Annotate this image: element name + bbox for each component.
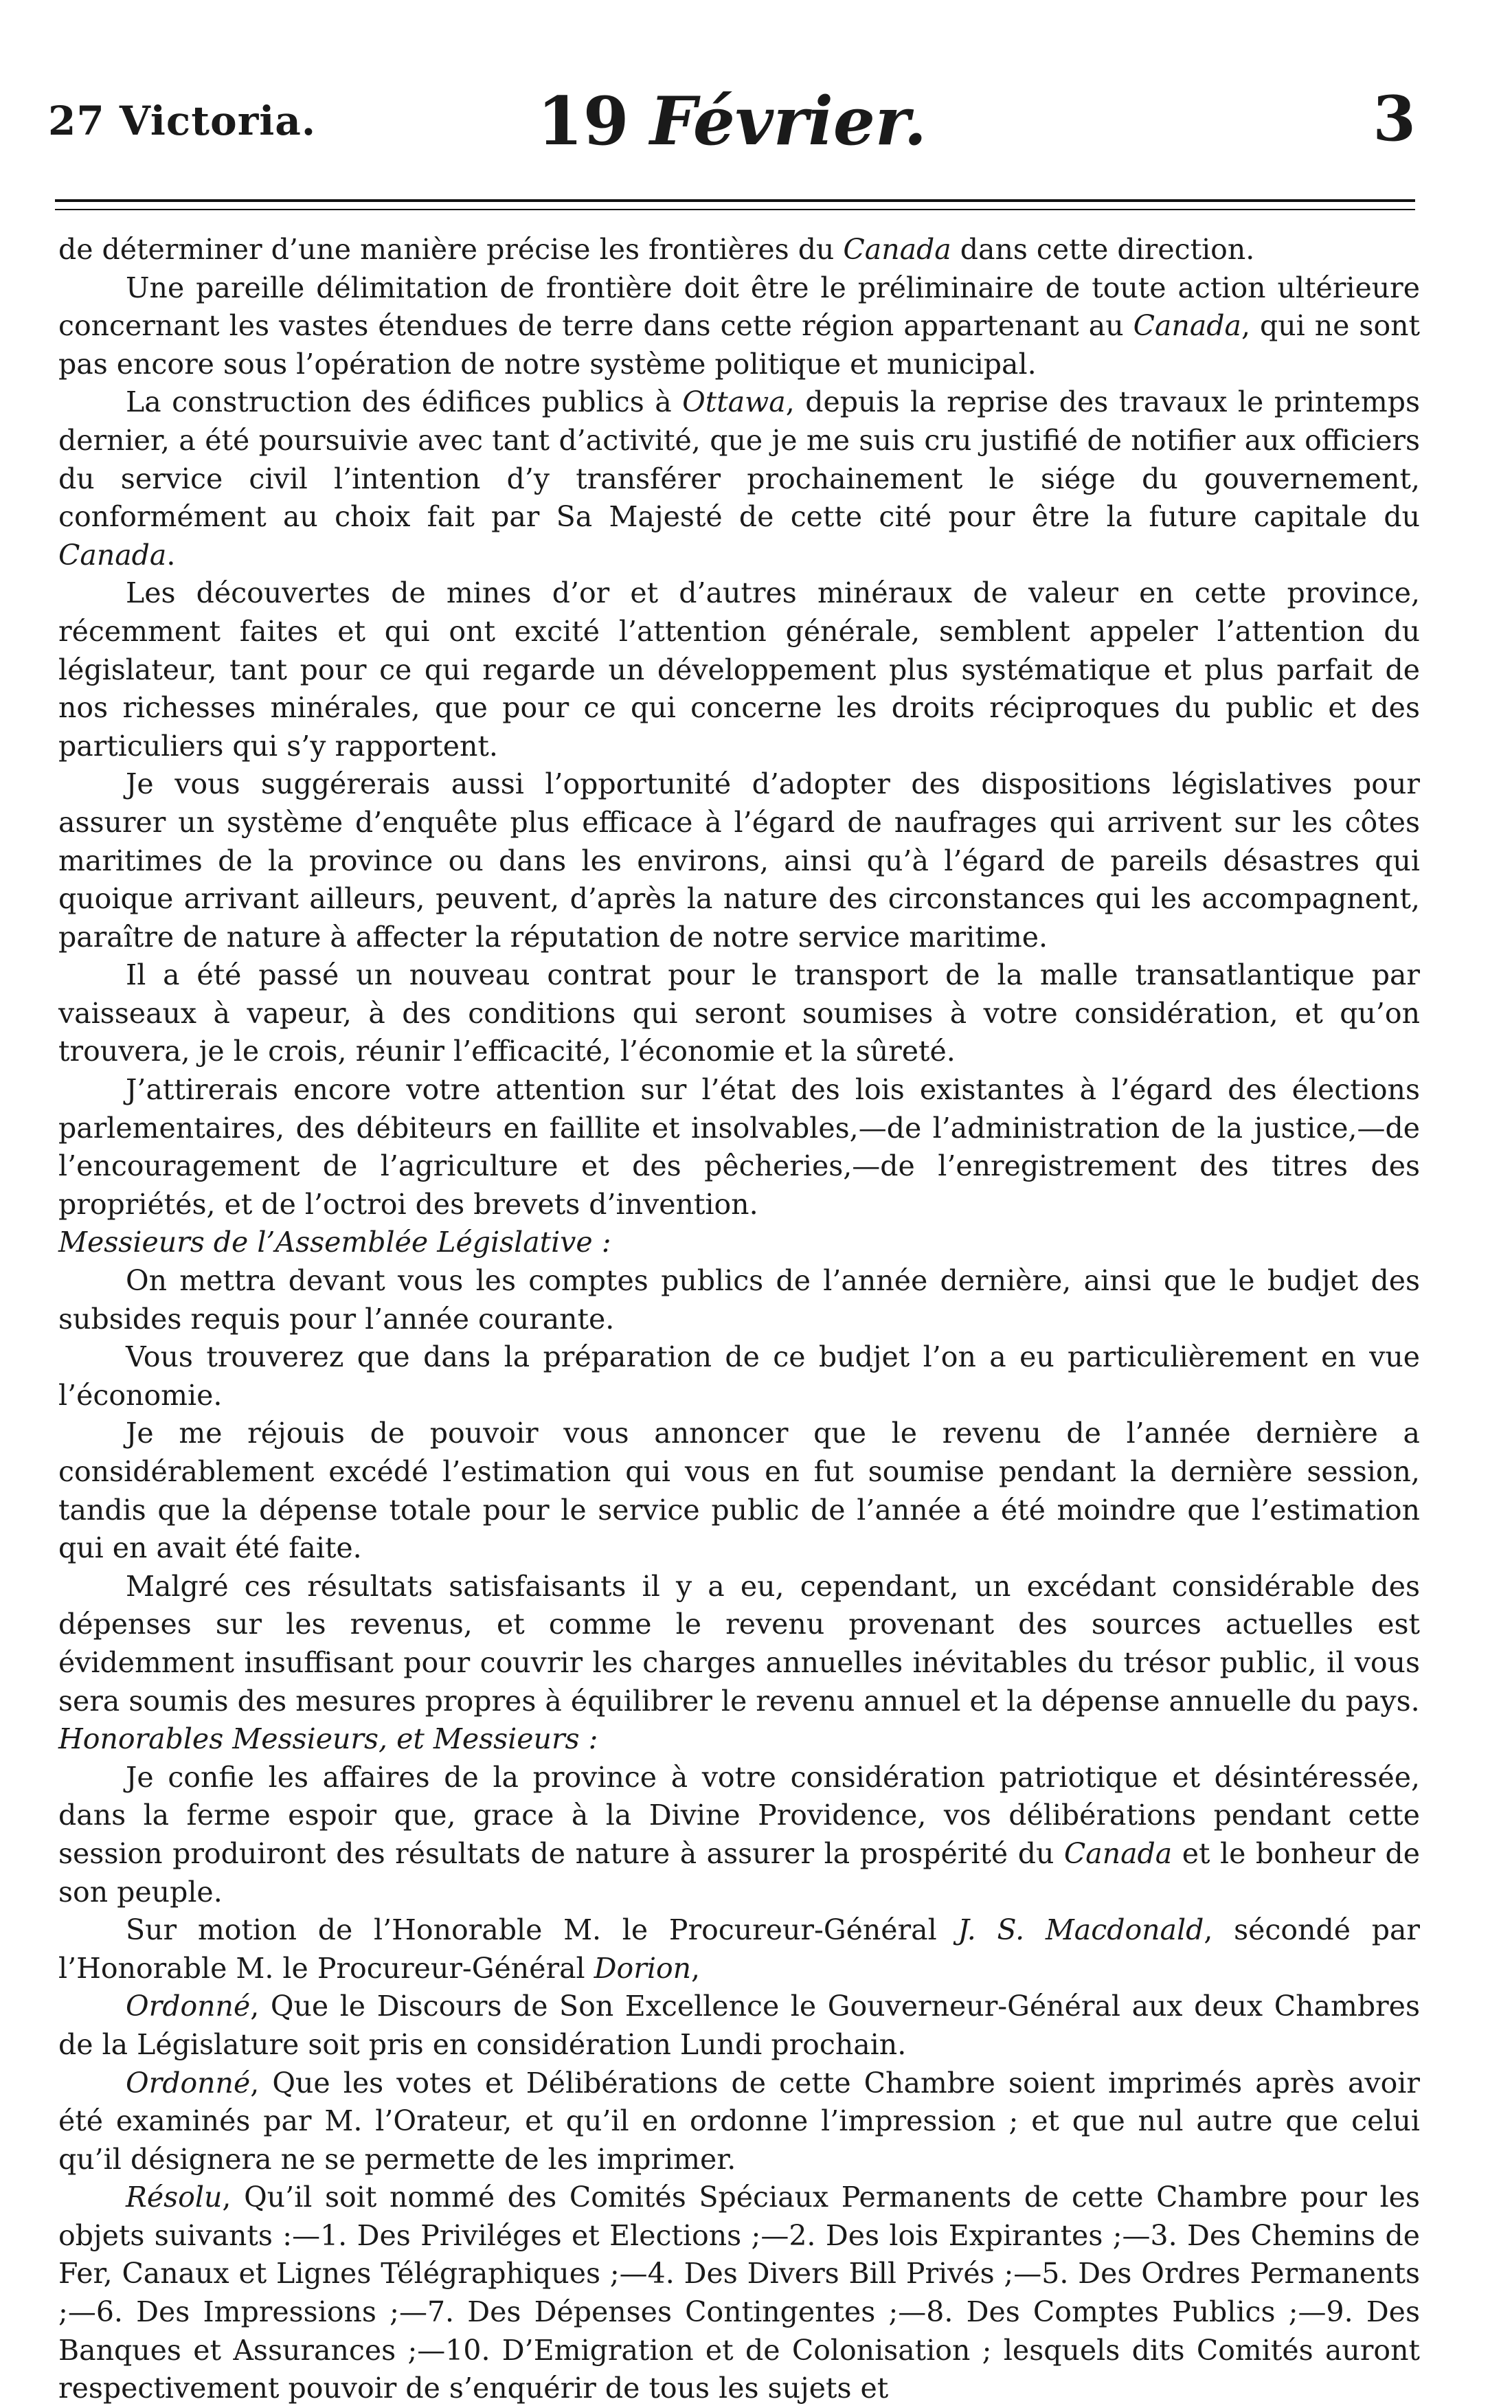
- text-run: Sur motion de l’Honorable M. le Procureur-Général: [126, 1913, 958, 1947]
- text-run: La construction des édifices publics à: [126, 385, 683, 419]
- paragraph: [58, 2064, 1420, 2179]
- paragraph: [58, 1988, 1420, 2064]
- paragraph: [58, 231, 1420, 269]
- section-heading: [58, 1224, 1420, 1262]
- paragraph: [58, 956, 1420, 1071]
- text-run: Je vous suggérerais aussi l’opportunité d’adopter des dispositions législatives pour assurer un système d’enquête plus efficace à l’égard de naufrages qui arrivent sur les côtes maritimes de la province ou dans les environs, ainsi qu’à l’égard de pareils désastres qui quoique arrivant ailleurs, peuvent, d’après la nature des circonstances qui les accompagnent, paraître de nature à affecter la réputation de notre service maritime.: [58, 767, 1420, 954]
- paragraph: [58, 1911, 1420, 1988]
- text-run: , depuis la reprise des travaux le printemps dernier, a été poursuivie avec tant d’activité, que je me suis cru justifié de notifier aux officiers du service civil l’intention d’y transférer prochainement le siége du gouvernement, conformément au choix fait par Sa Majesté de cette cité pour être la future capitale du: [58, 385, 1421, 534]
- text-run: .: [166, 538, 176, 572]
- text-run: , qui ne sont pas encore sous l’opération de notre système politique et municipal.: [58, 309, 1421, 381]
- text-run: J’attirerais encore votre attention sur l’état des lois existantes à l’égard des élections parlementaires, des débiteurs en faillite et insolvables,—de l’administration de la justice,—de l’encouragement de l’agriculture et des pêcheries,—de l’enregistrement des titres des propriétés, et de l’octroi des brevets d’invention.: [58, 1073, 1420, 1221]
- header-rule-thin: [55, 209, 1415, 210]
- text-run: , Qu’il soit nommé des Comités Spéciaux Permanents de cette Chambre pour les objets suivants :—1. Des Priviléges et Elections ;—2. Des lois Expirantes ;—3. Des Chemins de Fer, Canaux et Lignes Télégraphiques ;—4. Des Divers Bill Privés ;—5. Des Ordres Permanents ;—6. Des Impressions ;—7. Des Dépenses Contingentes ;—8. Des Comptes Publics ;—9. Des Banques et Assurances ;—10. D’Emigration et de Colonisation ; lesquels dits Comités auront respectivement pouvoir de s’enquérir de tous les sujets et: [58, 2181, 1420, 2405]
- italic-text: Ordonné: [126, 1990, 251, 2023]
- text-run: Une pareille délimitation de frontière doit être le préliminaire de toute action ultérieure concernant les vastes étendues de terre dans cette région appartenant au: [58, 271, 1420, 343]
- date-month: Février.: [650, 82, 927, 160]
- italic-text: Ordonné: [126, 2066, 251, 2100]
- italic-text: Dorion: [594, 1951, 692, 1985]
- italic-text: Messieurs de l’Assemblée Législative: [58, 1226, 593, 1259]
- page-number: 3: [1373, 82, 1416, 155]
- paragraph: [58, 383, 1420, 574]
- text-run: On mettra devant vous les comptes publics de l’année dernière, ainsi que le budjet des subsides requis pour l’année courante.: [58, 1264, 1420, 1336]
- paragraph: [58, 765, 1420, 956]
- text-run: Il a été passé un nouveau contrat pour le transport de la malle transatlantique par vaisseaux à vapeur, à des conditions qui seront soumises à votre considération, et qu’on trouvera, je le crois, réunir l’efficacité, l’économie et la sûreté.: [58, 958, 1420, 1068]
- italic-text: J. S. Macdonald: [958, 1913, 1204, 1947]
- paragraph: [58, 1759, 1420, 1911]
- text-run: de déterminer d’une manière précise les frontières du: [58, 233, 844, 266]
- italic-text: Ottawa: [682, 385, 786, 419]
- text-run: , Que les votes et Délibérations de cette Chambre soient imprimés après avoir été examinés par M. l’Orateur, et qu’il en ordonne l’impression ; et que nul autre que celui qu’il désignera ne se permette de les imprimer.: [58, 2066, 1420, 2176]
- italic-text: Résolu: [126, 2181, 223, 2214]
- text-run: , sécondé par l’Honorable M. le Procureur-Général: [58, 1913, 1420, 1985]
- date-day: 19: [537, 82, 629, 160]
- italic-text: Canada: [843, 233, 951, 266]
- paragraph: [58, 1568, 1420, 1720]
- paragraph: [58, 269, 1420, 384]
- paragraph: [58, 1415, 1420, 1567]
- text-run: Malgré ces résultats satisfaisants il y a eu, cependant, un excédant considérable des dépenses sur les revenus, et comme le revenu provenant des sources actuelles est évidemment insuffisant pour couvrir les charges annuelles inévitables du trésor public, il vous sera soumis des mesures propres à équilibrer le revenu annuel et la dépense annuelle du pays.: [58, 1569, 1420, 1718]
- text-run: dans cette direction.: [951, 233, 1255, 266]
- paragraph: [58, 574, 1420, 765]
- text-run: :: [579, 1722, 598, 1756]
- text-run: :: [592, 1226, 611, 1259]
- page-header: [48, 82, 1416, 165]
- italic-text: Canada: [58, 538, 167, 572]
- text-run: Vous trouverez que dans la préparation de ce budjet l’on a eu particulièrement en vue l’économie.: [58, 1340, 1420, 1412]
- italic-text: Honorables Messieurs, et Messieurs: [58, 1722, 580, 1756]
- header-rule-thick: [55, 199, 1415, 202]
- paragraph: [58, 1262, 1420, 1338]
- page-date: [48, 82, 1416, 160]
- text-run: Je confie les affaires de la province à votre considération patriotique et désintéressée, dans la ferme espoir que, grace à la Divine Providence, vos délibérations pendant cette session produiront des résultats de nature à assurer la prospérité du: [58, 1760, 1420, 1870]
- text-run: Je me réjouis de pouvoir vous annoncer que le revenu de l’année dernière a considérablement excédé l’estimation qui vous en fut soumise pendant la dernière session, tandis que la dépense totale pour le service public de l’année a été moindre que l’estimation qui en avait été faite.: [58, 1417, 1420, 1565]
- italic-text: Canada: [1063, 1836, 1173, 1870]
- regnal-year: 27 Victoria.: [48, 98, 317, 144]
- text-run: Les découvertes de mines d’or et d’autres minéraux de valeur en cette province, récemment faites et qui ont excité l’attention générale, semblent appeler l’attention du législateur, tant pour ce qui regarde un développement plus systématique et plus parfait de nos richesses minérales, que pour ce qui concerne les droits réciproques du public et des particuliers qui s’y rapportent.: [58, 576, 1420, 763]
- section-heading: [58, 1720, 1420, 1759]
- paragraph: [58, 2179, 1420, 2408]
- text-run: , Que le Discours de Son Excellence le Gouverneur-Général aux deux Chambres de la Législature soit pris en considération Lundi prochain.: [58, 1990, 1420, 2061]
- text-run: ,: [691, 1951, 701, 1985]
- italic-text: Canada: [1133, 309, 1241, 343]
- text-run: et le bonheur de son peuple.: [58, 1836, 1420, 1909]
- paragraph: [58, 1071, 1420, 1224]
- paragraph: [58, 1338, 1420, 1415]
- journal-body-text: [58, 231, 1420, 2408]
